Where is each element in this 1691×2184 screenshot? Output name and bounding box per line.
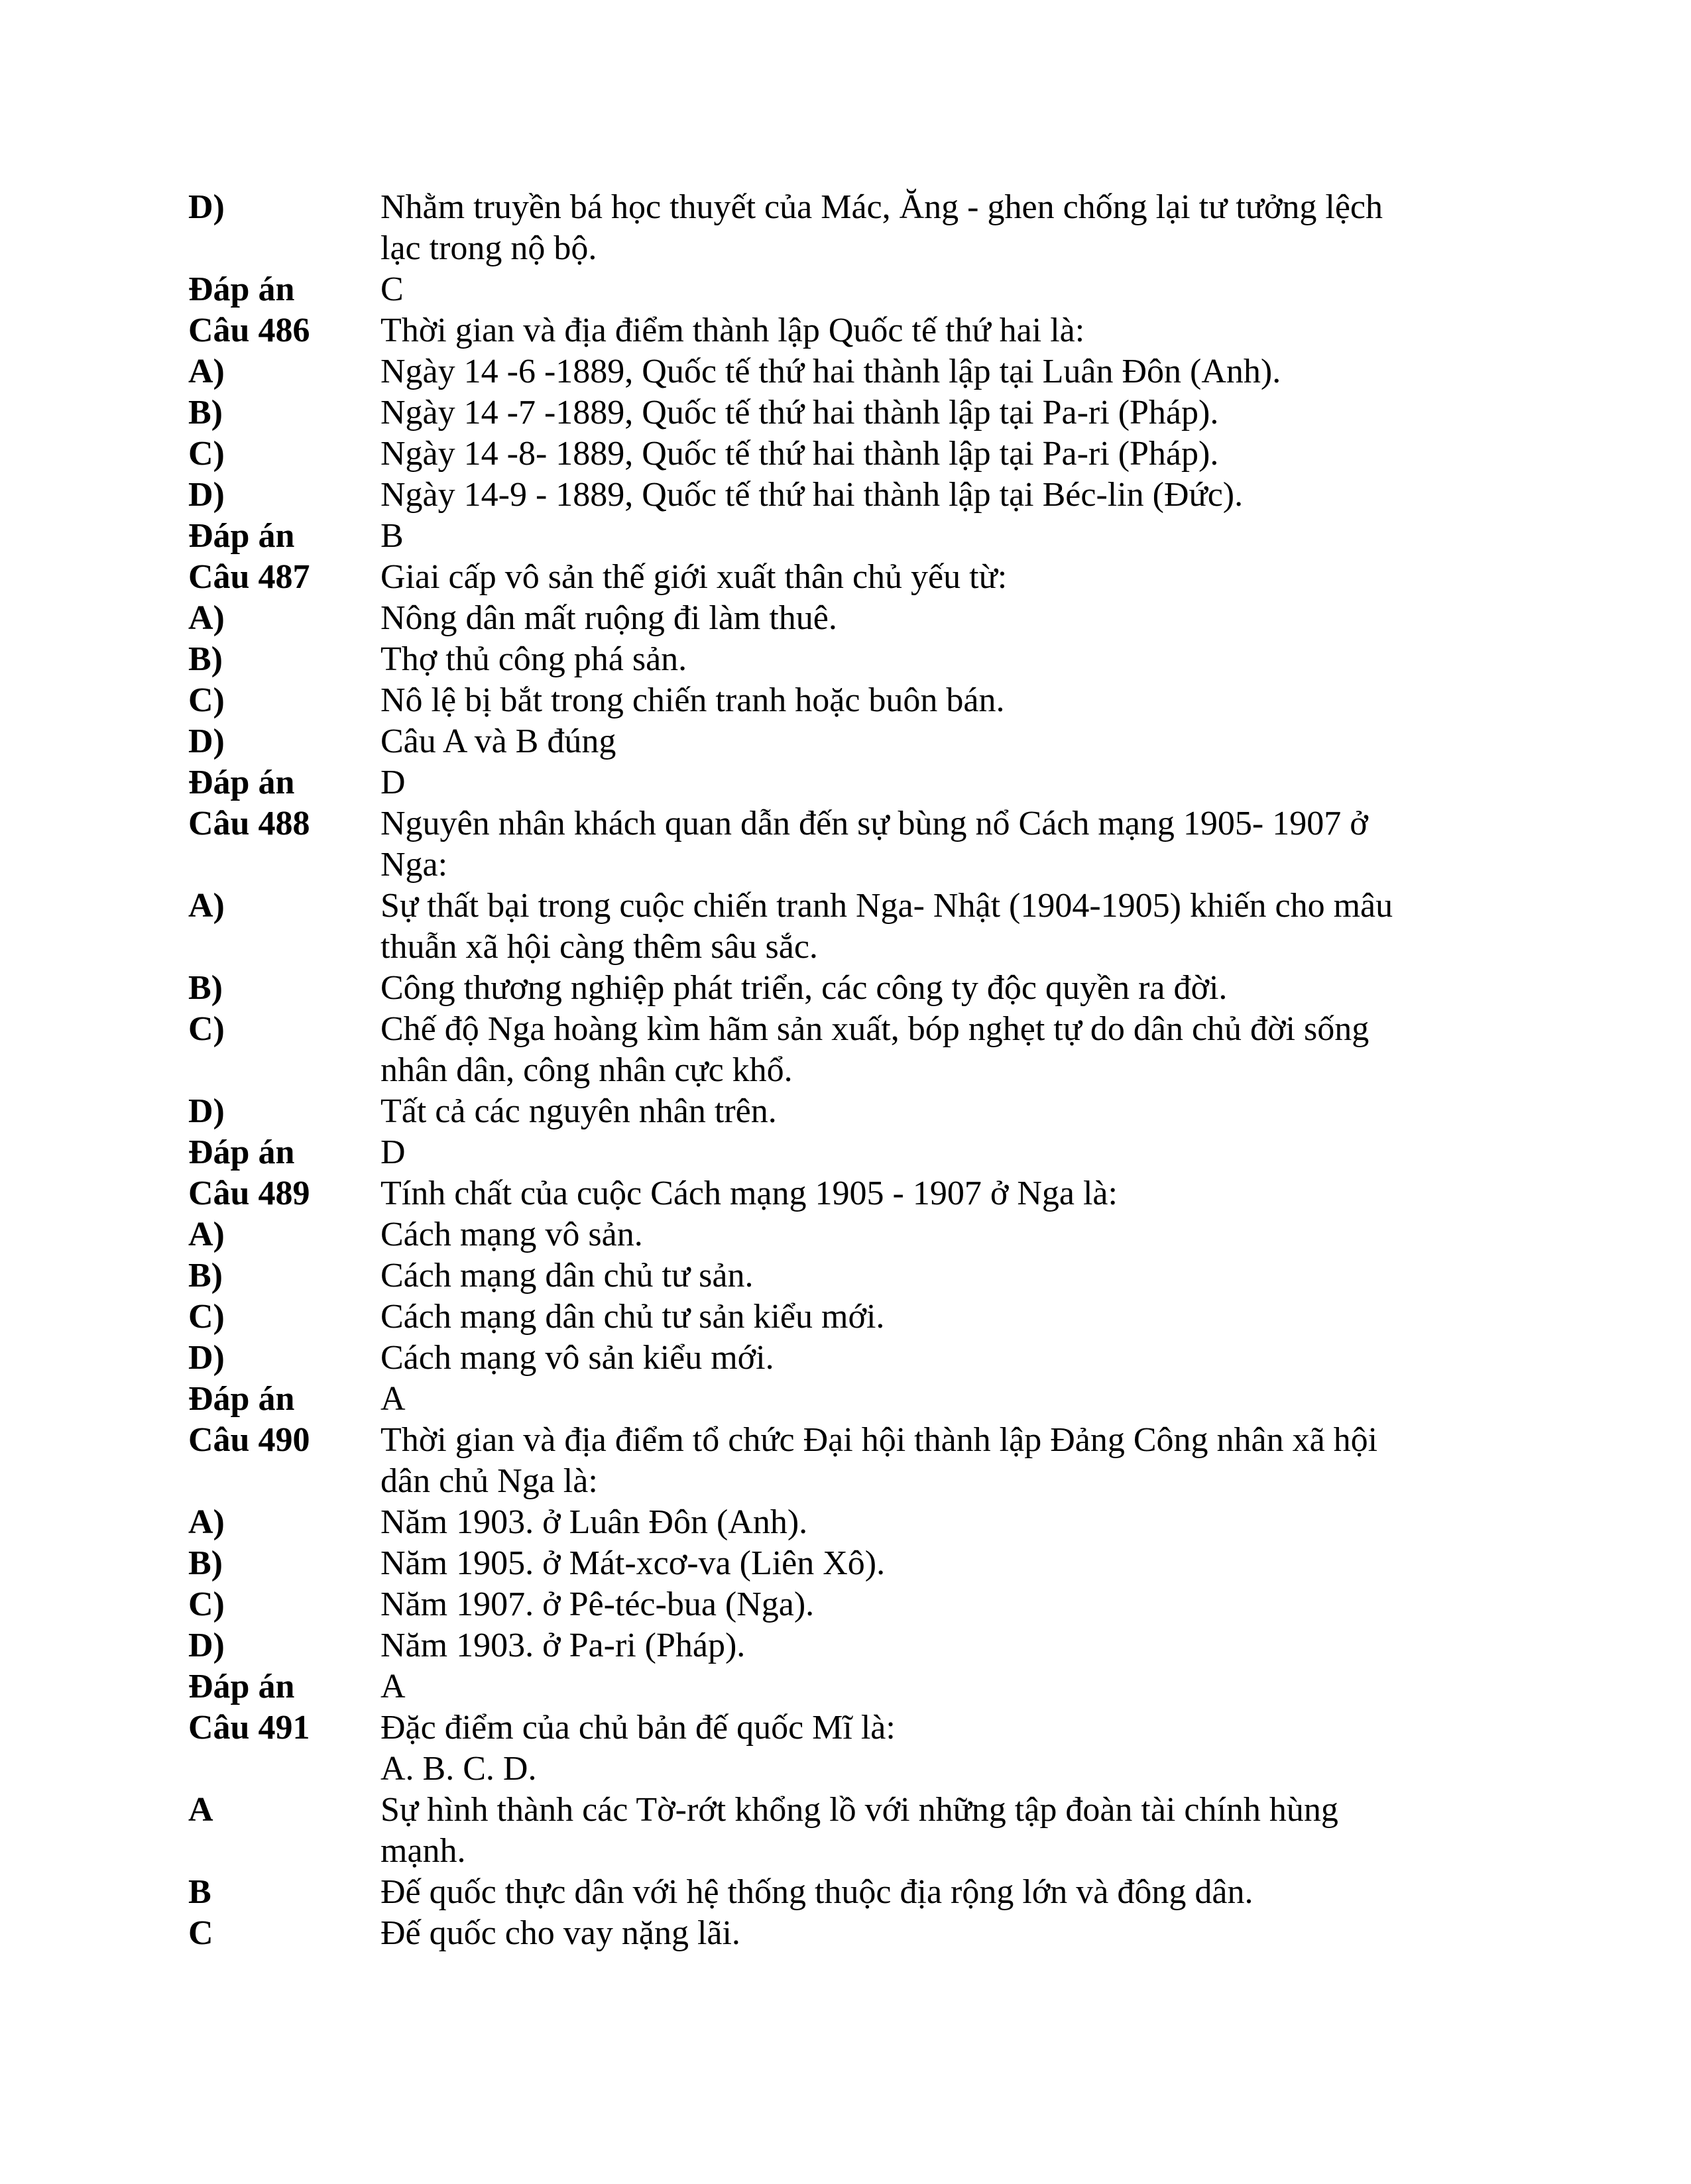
answer-row [188,1790,1448,1872]
row-label: C) [188,1298,225,1336]
answer-row [188,351,1448,392]
answer-row [188,1872,1448,1913]
row-label: B) [188,1257,223,1294]
row-label: C) [188,435,225,473]
row-text: Đặc điểm của chủ bản đế quốc Mĩ là: [380,1709,896,1747]
answer-row [188,392,1448,433]
row-text: Nguyên nhân khách quan dẫn đến sự bùng nổ Cách mạng 1905- 1907 ở Nga: [380,805,1368,884]
answer-row [188,433,1448,475]
answer-row [188,187,1448,269]
answer-row [188,1296,1448,1338]
row-label: A) [188,887,225,925]
row-label: C) [188,1585,225,1623]
answer-key-row [188,1132,1448,1173]
row-label: Câu 489 [188,1175,310,1212]
row-text: Đế quốc cho vay nặng lãi. [380,1914,740,1952]
answer-key-row [188,762,1448,803]
row-text: Cách mạng dân chủ tư sản kiểu mới. [380,1298,885,1336]
row-text: Năm 1903. ở Luân Đôn (Anh). [380,1503,808,1541]
row-label: Câu 491 [188,1709,310,1747]
answer-row [188,1625,1448,1666]
row-text: Thời gian và địa điểm thành lập Quốc tế thứ hai là: [380,312,1085,349]
row-text: B [380,517,404,555]
row-label: Đáp án [188,270,295,308]
row-label: Đáp án [188,1133,295,1171]
row-label: C [188,1914,213,1952]
row-text: Thợ thủ công phá sản. [380,640,687,678]
row-label: B) [188,969,223,1007]
row-text: Năm 1905. ở Mát-xcơ-va (Liên Xô). [380,1544,886,1582]
row-text: Ngày 14 -6 -1889, Quốc tế thứ hai thành lập tại Luân Đôn (Anh). [380,353,1281,390]
answer-row [188,1584,1448,1625]
row-text: Đế quốc thực dân với hệ thống thuộc địa rộng lớn và đông dân. [380,1873,1254,1911]
row-text: Nhằm truyền bá học thuyết của Mác, Ăng - ghen chống lại tư tưởng lệch lạc trong nộ bộ. [380,188,1383,267]
row-text: Cách mạng vô sản kiểu mới. [380,1339,774,1377]
row-text: A. B. C. D. [380,1750,537,1788]
row-text: Sự thất bại trong cuộc chiến tranh Nga- Nhật (1904-1905) khiến cho mâu thuẫn xã hội càng thêm sâu sắc. [380,887,1393,966]
answer-row [188,1502,1448,1543]
row-label: A) [188,599,225,637]
row-label: Đáp án [188,1380,295,1418]
row-label: A [188,1791,213,1829]
row-text: Ngày 14 -7 -1889, Quốc tế thứ hai thành lập tại Pa-ri (Pháp). [380,394,1219,431]
row-text: Ngày 14-9 - 1889, Quốc tế thứ hai thành lập tại Béc-lin (Đức). [380,476,1244,514]
row-label: Câu 490 [188,1421,310,1459]
answer-row [188,1091,1448,1132]
answer-row [188,1543,1448,1584]
answer-row [188,886,1448,968]
row-text: Giai cấp vô sản thế giới xuất thân chủ yếu từ: [380,558,1008,596]
answer-row [188,968,1448,1009]
row-label: D) [188,476,225,514]
answer-row [188,475,1448,516]
row-text: Câu A và B đúng [380,722,616,760]
row-text: A [380,1380,406,1418]
row-text: Tính chất của cuộc Cách mạng 1905 - 1907 ở Nga là: [380,1175,1118,1212]
row-label: B) [188,394,223,431]
row-text: Sự hình thành các Tờ-rớt khổng lồ với những tập đoàn tài chính hùng mạnh. [380,1791,1338,1870]
row-label: B) [188,640,223,678]
answer-key-row [188,1379,1448,1420]
row-label: Câu 487 [188,558,310,596]
answer-row [188,680,1448,721]
row-text: Nông dân mất ruộng đi làm thuê. [380,599,837,637]
row-text: Cách mạng vô sản. [380,1216,643,1253]
answer-row [188,1214,1448,1255]
question-row [188,310,1448,351]
row-label: D) [188,188,225,226]
row-text: Năm 1903. ở Pa-ri (Pháp). [380,1627,746,1664]
answer-row [188,1255,1448,1296]
question-row [188,557,1448,598]
row-text: Tất cả các nguyên nhân trên. [380,1092,777,1130]
row-label: C) [188,1010,225,1048]
row-label: D) [188,1339,225,1377]
row-label: A) [188,353,225,390]
row-text: Công thương nghiệp phát triển, các công ty độc quyền ra đời. [380,969,1228,1007]
row-label: D) [188,722,225,760]
answer-key-row [188,516,1448,557]
options-hint-row [188,1749,1448,1790]
row-label: Câu 486 [188,312,310,349]
answer-row [188,1913,1448,1954]
answer-row [188,639,1448,680]
row-label: A) [188,1216,225,1253]
row-text: D [380,1133,406,1171]
answer-key-row [188,1666,1448,1707]
question-row [188,1173,1448,1214]
row-label: B) [188,1544,223,1582]
row-text: Năm 1907. ở Pê-téc-bua (Nga). [380,1585,815,1623]
row-label: C) [188,681,225,719]
answer-row [188,1009,1448,1091]
answer-key-row [188,269,1448,310]
row-label: D) [188,1627,225,1664]
row-label: A) [188,1503,225,1541]
answer-row [188,1338,1448,1379]
row-label: Đáp án [188,517,295,555]
row-text: Chế độ Nga hoàng kìm hãm sản xuất, bóp nghẹt tự do dân chủ đời sống nhân dân, công nhân cực khổ. [380,1010,1370,1089]
row-label: D) [188,1092,225,1130]
row-text: Cách mạng dân chủ tư sản. [380,1257,754,1294]
row-text: A [380,1668,406,1705]
answer-row [188,721,1448,762]
row-text: C [380,270,404,308]
row-text: D [380,764,406,801]
question-row [188,803,1448,886]
question-row [188,1420,1448,1502]
row-text: Ngày 14 -8- 1889, Quốc tế thứ hai thành lập tại Pa-ri (Pháp). [380,435,1219,473]
answer-row [188,598,1448,639]
row-text: Nô lệ bị bắt trong chiến tranh hoặc buôn bán. [380,681,1005,719]
row-label: B [188,1873,211,1911]
row-text: Thời gian và địa điểm tổ chức Đại hội thành lập Đảng Công nhân xã hội dân chủ Nga là: [380,1421,1378,1500]
row-label: Đáp án [188,1668,295,1705]
row-label: Câu 488 [188,805,310,842]
question-list [188,187,1448,1954]
question-row [188,1707,1448,1749]
row-label: Đáp án [188,764,295,801]
